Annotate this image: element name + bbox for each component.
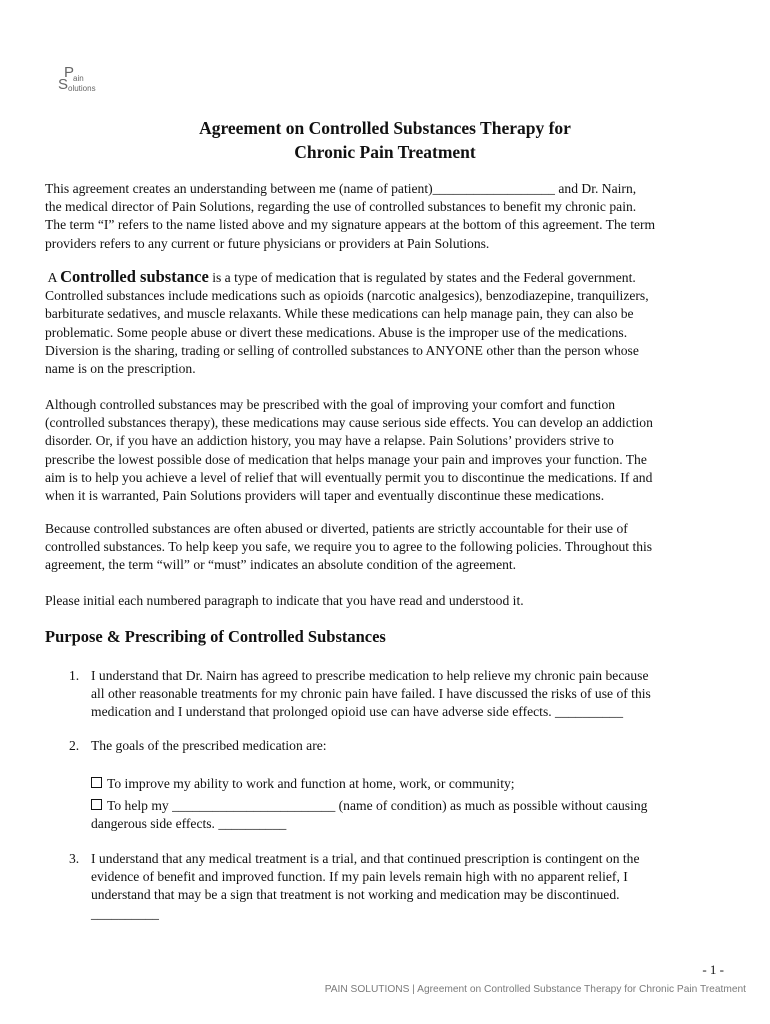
intro-line: The term “I” refers to the name listed above and my signature appears at the bottom of this agreement. The term	[45, 217, 656, 233]
controlled-first-rest: is a type of medication that is regulated by states and the Federal government.	[208, 270, 636, 285]
although-line: Although controlled substances may be prescribed with the goal of improving your comfort and function	[45, 397, 616, 412]
goal-1-text: To improve my ability to work and function at home, work, or community;	[107, 776, 515, 791]
item-line: medication and I understand that prolonged opioid use can have adverse side effects. __________	[91, 704, 624, 720]
item-text	[91, 667, 731, 722]
although-line: (controlled substances therapy), these medications may cause serious side effects. You can develop an addiction	[45, 415, 653, 431]
logo-letter-p: P	[64, 64, 75, 81]
intro-paragraph	[45, 180, 735, 253]
item-line: evidence of benefit and improved function. If my pain levels remain high with no apparent relief, I	[91, 869, 628, 885]
item-line: __________	[91, 905, 159, 921]
page-footer: PAIN SOLUTIONS | Agreement on Controlled Substance Therapy for Chronic Pain Treatment	[324, 984, 746, 995]
item-text	[91, 737, 731, 755]
controlled-substance-paragraph	[45, 268, 735, 378]
title-line-1: Agreement on Controlled Substances Therapy for	[199, 118, 571, 138]
controlled-line: Diversion is the sharing, trading or selling of controlled substances to ANYONE other than the person whose	[45, 342, 639, 358]
pain-solutions-logo	[58, 66, 106, 96]
logo-text-olutions: olutions	[68, 84, 96, 93]
because-line: controlled substances. To help keep you safe, we require you to agree to the following policies. Throughout this	[45, 539, 653, 555]
controlled-line: problematic. Some people abuse or divert these medications. Abuse is the improper use of the medications.	[45, 324, 628, 340]
checkbox-goal-condition[interactable]	[91, 799, 102, 810]
item-line: all other reasonable treatments for my chronic pain have failed. I have discussed the risks of use of this	[91, 686, 651, 702]
controlled-line: barbiturate sedatives, and muscle relaxants. While these medications can help manage pain, they can also be	[45, 306, 634, 322]
document-title	[0, 116, 770, 164]
although-line: prescribe the lowest possible dose of medication that helps manage your pain and improves your function. The	[45, 451, 647, 467]
controlled-line: Controlled substances include medications such as opioids (narcotic analgesics), benzodiazepine, tranquilizers,	[45, 288, 649, 304]
intro-line: providers refers to any current or future physicians or providers at Pain Solutions.	[45, 235, 490, 251]
because-line: Because controlled substances are often abused or diverted, patients are strictly accountable for their use of	[45, 521, 628, 536]
item-line: understand that may be a sign that treatment is not working and medication may be discontinued.	[91, 887, 620, 903]
item-line: I understand that any medical treatment is a trial, and that continued prescription is contingent on the	[91, 851, 640, 866]
although-line: disorder. Or, if you have an addiction history, you may have a relapse. Pain Solutions’ providers strive to	[45, 433, 614, 449]
because-line: agreement, the term “will” or “must” indicates an absolute condition of the agreement.	[45, 557, 517, 573]
item-text	[91, 850, 731, 923]
intro-line: This agreement creates an understanding between me (name of patient)__________________ and Dr. Nairn,	[45, 181, 637, 196]
title-line-2: Chronic Pain Treatment	[294, 142, 476, 162]
logo-text-ain: ain	[73, 74, 84, 83]
checkbox-goal-function[interactable]	[91, 777, 102, 788]
item-number: 3.	[69, 851, 80, 866]
although-paragraph	[45, 396, 735, 505]
controlled-prefix: A	[45, 270, 61, 285]
initial-note-text: Please initial each numbered paragraph to indicate that you have read and understood it.	[45, 593, 524, 608]
page-number: - 1 -	[702, 962, 724, 977]
item-number: 1.	[69, 668, 80, 683]
item-line: The goals of the prescribed medication are:	[91, 738, 327, 753]
controlled-substance-term: Controlled substance	[60, 267, 209, 286]
because-paragraph	[45, 520, 735, 575]
item-number: 2.	[69, 738, 80, 753]
although-line: when it is warranted, Pain Solutions providers will taper and eventually discontinue these medications.	[45, 488, 605, 504]
controlled-first-line	[45, 268, 735, 287]
logo-letter-s: S	[58, 76, 69, 93]
goal-2-text-continued: dangerous side effects. __________	[91, 816, 287, 831]
goal-option-2-continued	[91, 815, 286, 833]
although-line: aim is to help you achieve a level of relief that will eventually permit you to discontinue the medications. If and	[45, 469, 653, 485]
goal-option-1	[91, 775, 515, 793]
intro-line: the medical director of Pain Solutions, regarding the use of controlled substances to benefit my chronic pain.	[45, 199, 637, 215]
goal-option-2	[91, 797, 647, 815]
initial-instruction	[45, 592, 735, 610]
section-heading: Purpose & Prescribing of Controlled Substances	[45, 627, 386, 646]
item-line: I understand that Dr. Nairn has agreed to prescribe medication to help relieve my chronic pain because	[91, 668, 649, 683]
goal-2-text: To help my ________________________ (name of condition) as much as possible without causing	[107, 798, 648, 813]
controlled-line: name is on the prescription.	[45, 361, 196, 377]
